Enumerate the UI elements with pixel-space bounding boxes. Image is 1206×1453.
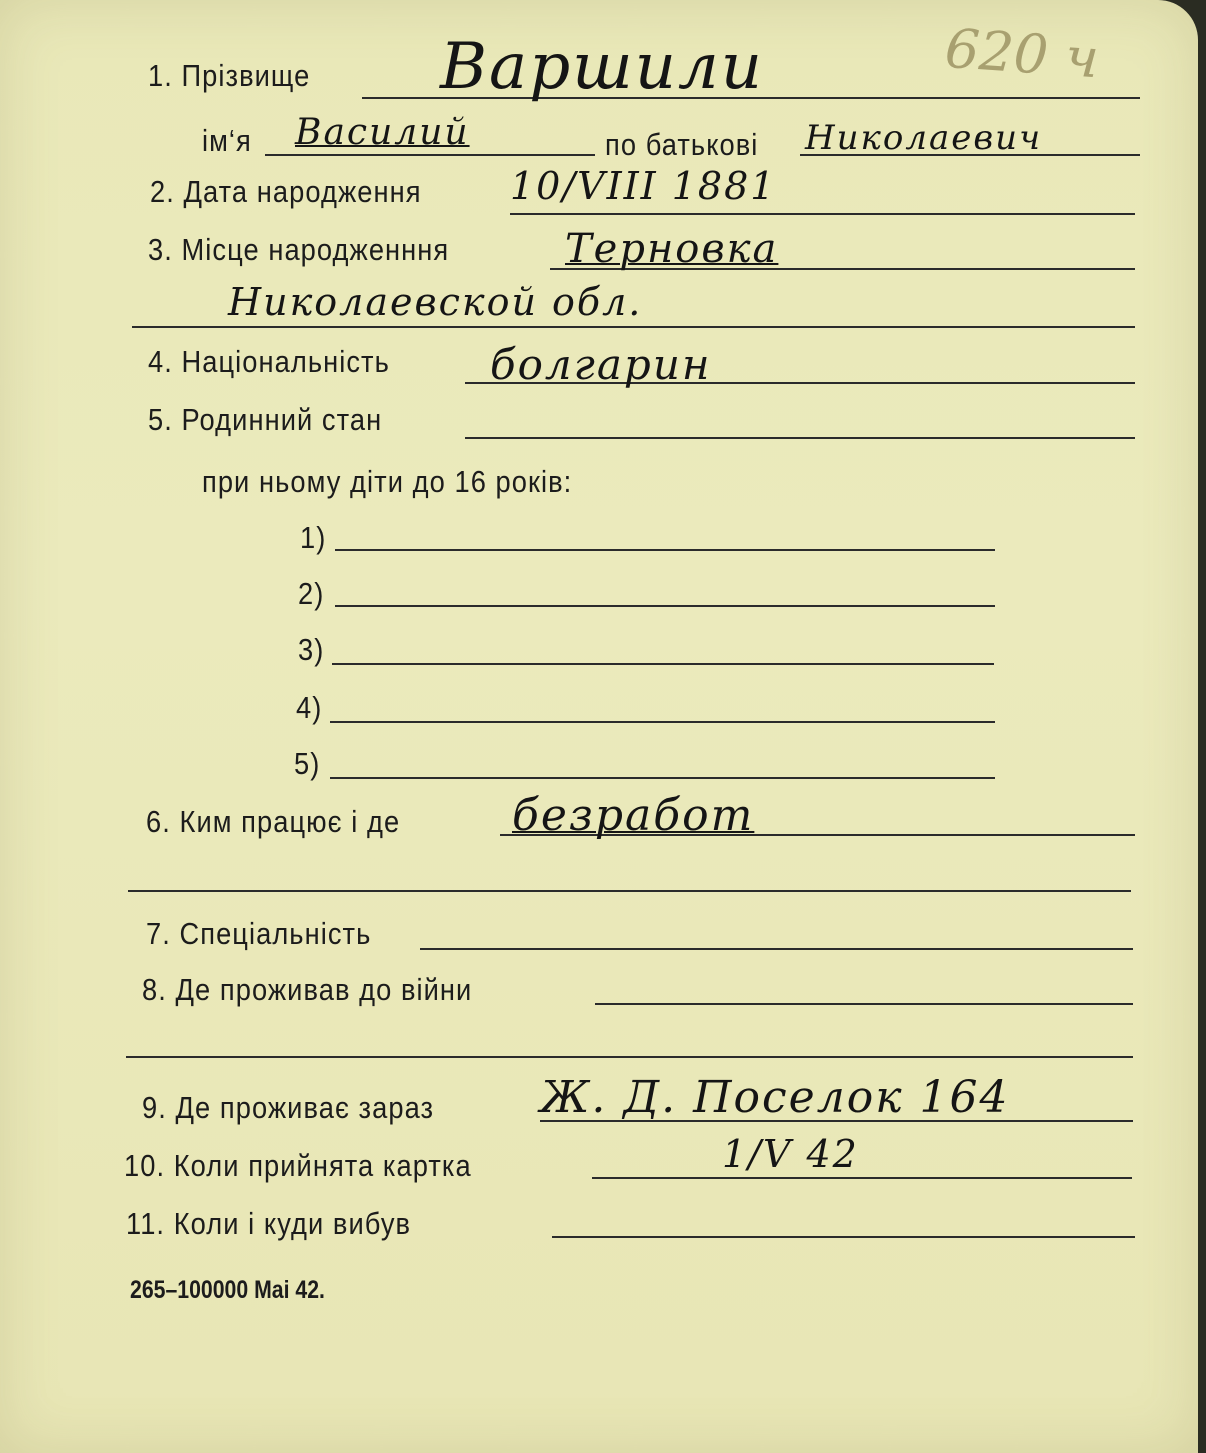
nationality-value: болгарин [490,340,712,389]
birth-place-line-2 [132,326,1135,328]
child-5-label: 5) [294,746,321,781]
departure-label: 11. Коли і куди вибув [126,1206,412,1241]
current-residence-label: 9. Де проживає зараз [142,1090,435,1125]
patronymic-value: Николаевич [805,118,1043,158]
child-1-line [335,549,995,551]
child-2-line [335,605,995,607]
prewar-residence-line-2 [126,1056,1133,1058]
card-accepted-label: 10. Коли прийнята картка [124,1148,472,1183]
child-4-label: 4) [296,690,323,725]
occupation-line-2 [128,890,1131,892]
first-name-value: Василий [295,112,470,153]
specialty-label: 7. Спеціальність [146,916,372,951]
birth-date-value: 10/VIII 1881 [510,164,777,208]
first-name-label: ім‘я [202,123,252,158]
occupation-label: 6. Ким працює і де [146,804,401,839]
child-3-label: 3) [298,632,325,667]
prewar-residence-line-1 [595,1003,1133,1005]
card-accepted-value: 1/V 42 [722,1132,859,1176]
occupation-value: безработ [512,790,755,841]
child-2-label: 2) [298,576,325,611]
specialty-line [420,948,1133,950]
child-4-line [330,721,995,723]
marital-status-label: 5. Родинний стан [148,402,383,437]
children-label: при ньому діти до 16 років: [202,464,573,499]
birth-date-line [510,213,1135,215]
child-5-line [330,777,995,779]
birth-date-label: 2. Дата народження [150,174,422,209]
birth-place-value-2: Николаевской обл. [228,280,643,324]
first-name-line [265,154,595,156]
child-1-label: 1) [300,520,327,555]
surname-value: Варшили [440,30,764,104]
child-3-line [332,663,994,665]
marital-status-line [465,437,1135,439]
nationality-label: 4. Національність [148,344,390,379]
departure-line [552,1236,1135,1238]
patronymic-label: по батькові [605,127,759,162]
birth-place-label: 3. Місце народженння [148,232,450,267]
card-accepted-line [592,1177,1132,1179]
card-number: 620 ч [942,16,1101,91]
current-residence-value: Ж. Д. Поселок 164 [540,1072,1010,1123]
birth-place-value-1: Терновка [565,226,779,272]
print-run-footer: 265–100000 Mai 42. [130,1276,325,1304]
prewar-residence-label: 8. Де проживав до війни [142,972,473,1007]
surname-label: 1. Прізвище [148,58,311,93]
